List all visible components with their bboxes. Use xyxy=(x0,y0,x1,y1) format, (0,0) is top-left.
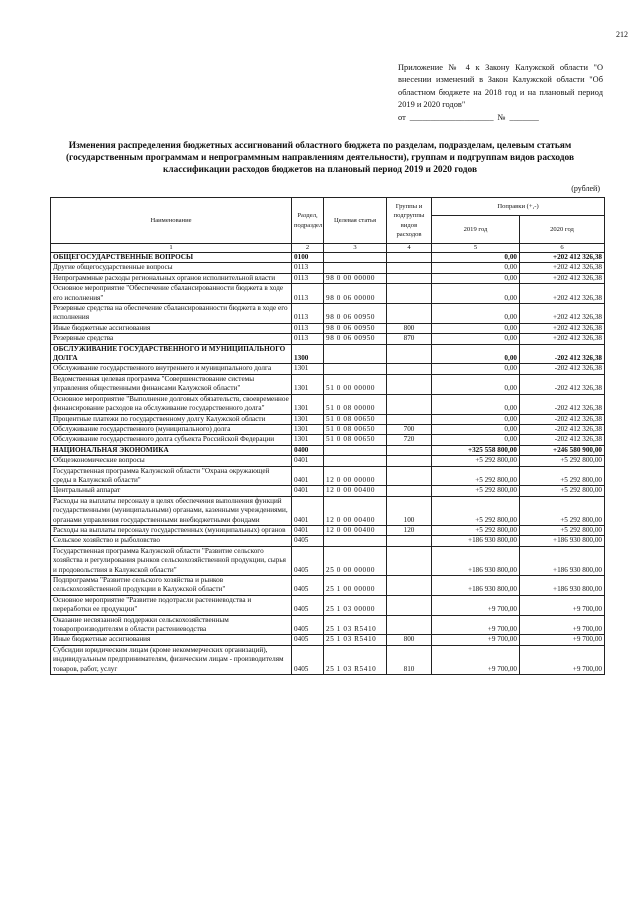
row-2019-cell: +325 558 800,00 xyxy=(432,445,520,455)
table-row xyxy=(51,496,605,525)
row-name-cell: Субсидии юридическим лицам (кроме некоммерческих организаций), индивидуальным предпринимателям, физическим лицам - производителям товаров, работ, услуг xyxy=(51,645,292,674)
row-group-cell xyxy=(387,536,432,546)
row-target-cell xyxy=(324,364,387,374)
row-section-cell: 0113 xyxy=(292,323,324,333)
row-2019-cell: +9 700,00 xyxy=(432,635,520,645)
row-section-cell: 0401 xyxy=(292,486,324,496)
row-group-cell: 120 xyxy=(387,525,432,535)
header-amendments: Поправки (+,-) xyxy=(432,198,605,216)
table-row xyxy=(51,595,605,615)
row-section-cell: 0405 xyxy=(292,536,324,546)
row-name-cell: Иные бюджетные ассигнования xyxy=(51,323,292,333)
row-2019-cell: 0,00 xyxy=(432,435,520,445)
row-2020-cell: -202 412 326,38 xyxy=(520,364,605,374)
row-2019-cell: 0,00 xyxy=(432,323,520,333)
table-row xyxy=(51,525,605,535)
row-target-cell: 51 0 08 00650 xyxy=(324,424,387,434)
row-target-cell xyxy=(324,344,387,364)
row-name-cell: Основное мероприятие "Обеспечение сбалансированности бюджета в ходе его исполнения" xyxy=(51,284,292,304)
row-name-cell: Обслуживание государственного внутреннего и муниципального долга xyxy=(51,364,292,374)
row-2020-cell: -202 412 326,38 xyxy=(520,344,605,364)
document-title: Изменения распределения бюджетных ассигнований областного бюджета по разделам, подразделам, целевым статьям (государственным программам и непрограммным направлениям деятельности), группам и подгруппам видов расходов классификации расходов бюджетов на плановый период 2019 и 2020 годов xyxy=(65,141,575,175)
row-2020-cell: +202 412 326,38 xyxy=(520,273,605,283)
row-target-cell: 51 0 08 00000 xyxy=(324,394,387,414)
table-row xyxy=(51,344,605,364)
row-2019-cell: +9 700,00 xyxy=(432,645,520,674)
table-row xyxy=(51,445,605,455)
row-target-cell: 98 0 06 00000 xyxy=(324,284,387,304)
row-section-cell: 0405 xyxy=(292,595,324,615)
row-name-cell: Государственная программа Калужской области "Охрана окружающей среды в Калужской области" xyxy=(51,466,292,486)
column-index: 3 xyxy=(324,244,387,253)
row-target-cell: 98 0 06 00950 xyxy=(324,304,387,324)
row-2019-cell: 0,00 xyxy=(432,284,520,304)
row-target-cell: 51 0 08 00650 xyxy=(324,414,387,424)
row-2019-cell: +186 930 800,00 xyxy=(432,576,520,596)
header-target: Целевая статья xyxy=(324,198,387,244)
row-2019-cell: 0,00 xyxy=(432,424,520,434)
row-group-cell: 720 xyxy=(387,435,432,445)
row-section-cell: 0113 xyxy=(292,284,324,304)
row-group-cell xyxy=(387,364,432,374)
table-row xyxy=(51,466,605,486)
table-row xyxy=(51,334,605,344)
row-section-cell: 0405 xyxy=(292,635,324,645)
row-section-cell: 0400 xyxy=(292,445,324,455)
row-section-cell: 0405 xyxy=(292,546,324,575)
row-section-cell: 1301 xyxy=(292,435,324,445)
row-2019-cell: +186 930 800,00 xyxy=(432,546,520,575)
appendix-date-blank: ____________________ xyxy=(409,112,494,122)
column-index: 5 xyxy=(432,244,520,253)
row-name-cell: Оказание несвязанной поддержки сельскохозяйственным товаропроизводителям в области растениеводства xyxy=(51,615,292,635)
table-row xyxy=(51,486,605,496)
appendix-header xyxy=(398,62,603,124)
row-name-cell: НАЦИОНАЛЬНАЯ ЭКОНОМИКА xyxy=(51,445,292,455)
row-target-cell: 12 0 00 00400 xyxy=(324,496,387,525)
header-section: Раздел, подраздел xyxy=(292,198,324,244)
row-group-cell xyxy=(387,414,432,424)
row-2020-cell: +202 412 326,38 xyxy=(520,253,605,263)
column-index: 2 xyxy=(292,244,324,253)
row-group-cell xyxy=(387,394,432,414)
appendix-date-number-line xyxy=(398,112,603,124)
row-group-cell: 100 xyxy=(387,496,432,525)
table-row xyxy=(51,394,605,414)
row-target-cell xyxy=(324,536,387,546)
row-name-cell: Резервные средства xyxy=(51,334,292,344)
row-section-cell: 0401 xyxy=(292,466,324,486)
row-2020-cell: +186 930 800,00 xyxy=(520,536,605,546)
table-body xyxy=(51,253,605,675)
row-target-cell: 98 0 06 00950 xyxy=(324,323,387,333)
row-target-cell xyxy=(324,253,387,263)
table-row xyxy=(51,615,605,635)
row-group-cell xyxy=(387,445,432,455)
row-target-cell: 25 1 03 R5410 xyxy=(324,615,387,635)
row-target-cell: 51 0 00 00000 xyxy=(324,374,387,394)
row-group-cell xyxy=(387,273,432,283)
row-section-cell: 1301 xyxy=(292,364,324,374)
row-group-cell: 800 xyxy=(387,635,432,645)
table-row xyxy=(51,273,605,283)
table-row xyxy=(51,364,605,374)
row-2019-cell: +9 700,00 xyxy=(432,615,520,635)
row-section-cell: 0100 xyxy=(292,253,324,263)
table-row xyxy=(51,284,605,304)
row-2020-cell: +202 412 326,38 xyxy=(520,304,605,324)
row-target-cell: 25 1 03 R5410 xyxy=(324,645,387,674)
row-target-cell: 25 1 00 00000 xyxy=(324,576,387,596)
row-2019-cell: 0,00 xyxy=(432,263,520,273)
row-2019-cell: 0,00 xyxy=(432,414,520,424)
row-name-cell: Обслуживание государственного (муниципального) долга xyxy=(51,424,292,434)
row-name-cell: Резервные средства на обеспечение сбалансированности бюджета в ходе его исполнения xyxy=(51,304,292,324)
row-2020-cell: +246 580 900,00 xyxy=(520,445,605,455)
row-group-cell: 810 xyxy=(387,645,432,674)
row-section-cell: 1301 xyxy=(292,424,324,434)
row-section-cell: 1301 xyxy=(292,414,324,424)
row-name-cell: Основное мероприятие "Развитие подотрасли растениеводства и переработки ее продукции" xyxy=(51,595,292,615)
row-2019-cell: 0,00 xyxy=(432,304,520,324)
table-row xyxy=(51,253,605,263)
row-2020-cell: +5 292 800,00 xyxy=(520,525,605,535)
row-group-cell xyxy=(387,284,432,304)
row-group-cell xyxy=(387,263,432,273)
row-target-cell: 12 0 00 00000 xyxy=(324,466,387,486)
row-target-cell: 98 0 00 00000 xyxy=(324,273,387,283)
row-2020-cell: +9 700,00 xyxy=(520,645,605,674)
row-target-cell xyxy=(324,263,387,273)
row-target-cell: 25 1 03 00000 xyxy=(324,595,387,615)
row-2019-cell: 0,00 xyxy=(432,334,520,344)
row-name-cell: Обслуживание государственного долга субъекта Российской Федерации xyxy=(51,435,292,445)
row-group-cell xyxy=(387,576,432,596)
table-row xyxy=(51,456,605,466)
row-2020-cell: +5 292 800,00 xyxy=(520,496,605,525)
row-2019-cell: 0,00 xyxy=(432,364,520,374)
header-group: Группы и подгруппы видов расходов xyxy=(387,198,432,244)
row-group-cell xyxy=(387,546,432,575)
row-section-cell: 1301 xyxy=(292,374,324,394)
table-row xyxy=(51,536,605,546)
row-2020-cell: +9 700,00 xyxy=(520,595,605,615)
row-target-cell: 12 0 00 00400 xyxy=(324,525,387,535)
column-index-row xyxy=(51,244,605,253)
row-section-cell: 0113 xyxy=(292,273,324,283)
row-2020-cell: +202 412 326,38 xyxy=(520,323,605,333)
row-2019-cell: +5 292 800,00 xyxy=(432,525,520,535)
row-section-cell: 0405 xyxy=(292,576,324,596)
row-section-cell: 0113 xyxy=(292,263,324,273)
row-group-cell: 700 xyxy=(387,424,432,434)
row-2020-cell: +9 700,00 xyxy=(520,615,605,635)
row-name-cell: Другие общегосударственные вопросы xyxy=(51,263,292,273)
row-target-cell xyxy=(324,456,387,466)
table-row xyxy=(51,304,605,324)
table-row xyxy=(51,424,605,434)
row-2020-cell: +9 700,00 xyxy=(520,635,605,645)
table-row xyxy=(51,414,605,424)
header-name: Наименование xyxy=(51,198,292,244)
row-section-cell: 0405 xyxy=(292,645,324,674)
appendix-from-label: от xyxy=(398,112,406,122)
row-target-cell: 51 0 08 00650 xyxy=(324,435,387,445)
table-row xyxy=(51,263,605,273)
row-name-cell: Подпрограмма "Развитие сельского хозяйства и рынков сельскохозяйственной продукции в Калужской области" xyxy=(51,576,292,596)
row-2020-cell: -202 412 326,38 xyxy=(520,424,605,434)
row-2019-cell: 0,00 xyxy=(432,374,520,394)
column-index: 4 xyxy=(387,244,432,253)
row-name-cell: Центральный аппарат xyxy=(51,486,292,496)
row-target-cell: 12 0 00 00400 xyxy=(324,486,387,496)
header-2020: 2020 год xyxy=(520,216,605,244)
row-name-cell: Расходы на выплаты персоналу государственных (муниципальных) органов xyxy=(51,525,292,535)
row-2019-cell: 0,00 xyxy=(432,253,520,263)
row-target-cell: 25 1 03 R5410 xyxy=(324,635,387,645)
row-2020-cell: +202 412 326,38 xyxy=(520,334,605,344)
row-name-cell: Общеэкономические вопросы xyxy=(51,456,292,466)
row-section-cell: 0401 xyxy=(292,525,324,535)
row-name-cell: Процентные платежи по государственному долгу Калужской области xyxy=(51,414,292,424)
row-section-cell: 0113 xyxy=(292,304,324,324)
table-row xyxy=(51,374,605,394)
row-2020-cell: -202 412 326,38 xyxy=(520,374,605,394)
row-group-cell xyxy=(387,456,432,466)
row-2020-cell: -202 412 326,38 xyxy=(520,414,605,424)
row-section-cell: 0401 xyxy=(292,496,324,525)
appendix-number-label: № xyxy=(497,112,506,122)
row-name-cell: Сельское хозяйство и рыболовство xyxy=(51,536,292,546)
row-group-cell xyxy=(387,595,432,615)
row-2020-cell: -202 412 326,38 xyxy=(520,394,605,414)
row-2020-cell: +5 292 800,00 xyxy=(520,486,605,496)
row-target-cell: 98 0 06 00950 xyxy=(324,334,387,344)
row-section-cell: 0401 xyxy=(292,456,324,466)
row-name-cell: Непрограммные расходы региональных органов исполнительной власти xyxy=(51,273,292,283)
row-section-cell: 1300 xyxy=(292,344,324,364)
table-row xyxy=(51,576,605,596)
row-2020-cell: +202 412 326,38 xyxy=(520,263,605,273)
row-name-cell: Государственная программа Калужской области "Развитие сельского хозяйства и регулирования рынков сельскохозяйственной продукции, сырья и продовольствия в Калужской области" xyxy=(51,546,292,575)
row-2019-cell: +5 292 800,00 xyxy=(432,456,520,466)
appendix-number-blank: _______ xyxy=(509,112,539,122)
row-2020-cell: +186 930 800,00 xyxy=(520,576,605,596)
row-group-cell xyxy=(387,615,432,635)
page-number: 212 xyxy=(616,30,628,39)
row-group-cell xyxy=(387,344,432,364)
row-2019-cell: +9 700,00 xyxy=(432,595,520,615)
row-group-cell xyxy=(387,304,432,324)
row-2020-cell: +5 292 800,00 xyxy=(520,456,605,466)
row-2019-cell: 0,00 xyxy=(432,344,520,364)
row-2019-cell: +5 292 800,00 xyxy=(432,466,520,486)
row-group-cell xyxy=(387,466,432,486)
row-section-cell: 1301 xyxy=(292,394,324,414)
row-2019-cell: +5 292 800,00 xyxy=(432,486,520,496)
row-2020-cell: +5 292 800,00 xyxy=(520,466,605,486)
row-group-cell: 800 xyxy=(387,323,432,333)
row-name-cell: Расходы на выплаты персоналу в целях обеспечения выполнения функций государственными (муниципальными) органами, казенными учреждениями, органами управления государственными внебюджетными фондами xyxy=(51,496,292,525)
row-2020-cell: +202 412 326,38 xyxy=(520,284,605,304)
row-group-cell xyxy=(387,486,432,496)
row-section-cell: 0405 xyxy=(292,615,324,635)
row-name-cell: Основное мероприятие "Выполнение долговых обязательств, своевременное финансирование расходов на обслуживание государственного долга" xyxy=(51,394,292,414)
row-2019-cell: 0,00 xyxy=(432,273,520,283)
units-label: (рублей) xyxy=(571,184,600,193)
table-row xyxy=(51,546,605,575)
row-2020-cell: +186 930 800,00 xyxy=(520,546,605,575)
budget-table xyxy=(50,197,605,675)
row-2020-cell: -202 412 326,38 xyxy=(520,435,605,445)
row-name-cell: ОБСЛУЖИВАНИЕ ГОСУДАРСТВЕННОГО И МУНИЦИПАЛЬНОГО ДОЛГА xyxy=(51,344,292,364)
row-name-cell: Иные бюджетные ассигнования xyxy=(51,635,292,645)
row-name-cell: Ведомственная целевая программа "Совершенствование системы управления общественными финансами Калужской области" xyxy=(51,374,292,394)
table-row xyxy=(51,435,605,445)
column-index: 1 xyxy=(51,244,292,253)
table-row xyxy=(51,645,605,674)
row-2019-cell: +5 292 800,00 xyxy=(432,496,520,525)
table-row xyxy=(51,323,605,333)
row-2019-cell: +186 930 800,00 xyxy=(432,536,520,546)
row-section-cell: 0113 xyxy=(292,334,324,344)
row-group-cell: 870 xyxy=(387,334,432,344)
appendix-text: Приложение № 4 к Закону Калужской области "О внесении изменений в Закон Калужской области "Об областном бюджете на 2018 год и на плановый период 2019 и 2020 годов" xyxy=(398,63,603,110)
row-target-cell xyxy=(324,445,387,455)
header-2019: 2019 год xyxy=(432,216,520,244)
table-row xyxy=(51,635,605,645)
row-name-cell: ОБЩЕГОСУДАРСТВЕННЫЕ ВОПРОСЫ xyxy=(51,253,292,263)
column-index: 6 xyxy=(520,244,605,253)
row-group-cell xyxy=(387,374,432,394)
row-2019-cell: 0,00 xyxy=(432,394,520,414)
row-group-cell xyxy=(387,253,432,263)
row-target-cell: 25 0 00 00000 xyxy=(324,546,387,575)
